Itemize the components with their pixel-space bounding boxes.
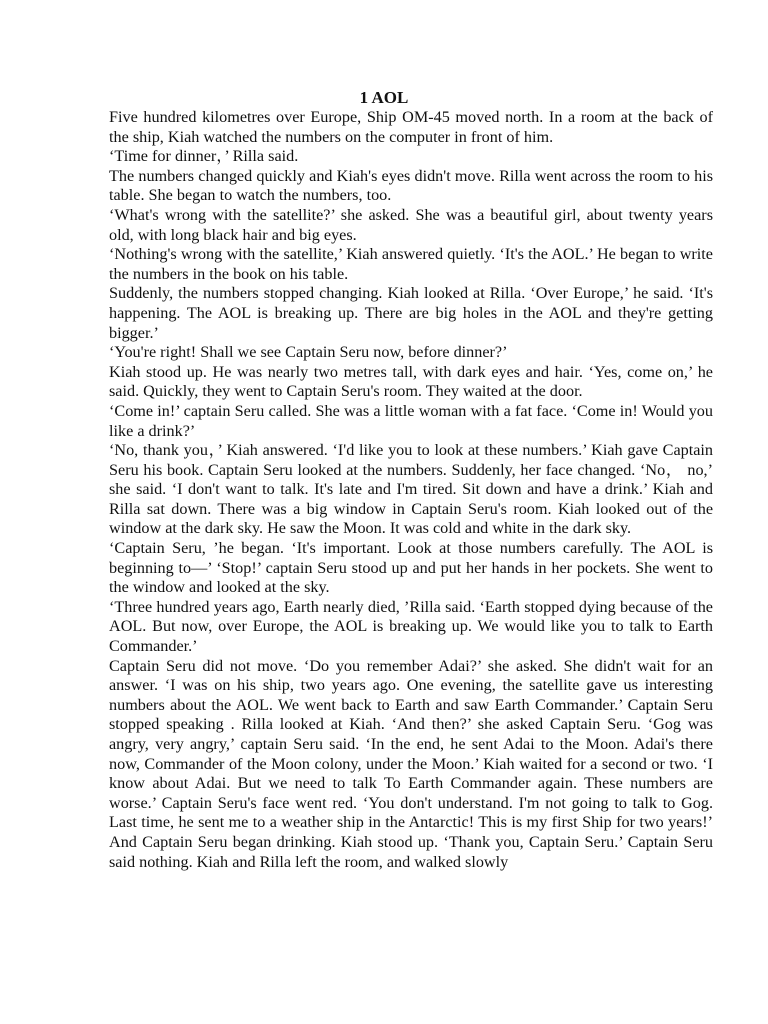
paragraph: Kiah stood up. He was nearly two metres tall, with dark eyes and hair. ‘Yes, come on,’ he said. Quickly, they went to Captain Seru's room. They waited at the door. xyxy=(109,362,713,401)
paragraph: ‘You're right! Shall we see Captain Seru now, before dinner?’ xyxy=(109,343,508,362)
paragraph: ‘Captain Seru, ’he began. ‘It's important. Look at those numbers carefully. The AOL is beginning to—’ ‘Stop!’ captain Seru stood up and put her hands in her pockets. She went to the window and looked at the sky. xyxy=(109,539,713,597)
paragraph: ‘Time for dinner，’ Rilla said. xyxy=(109,147,299,166)
paragraph: Captain Seru did not move. ‘Do you remember Adai?’ she asked. She didn't wait for an answer. ‘I was on his ship, two years ago. One evening, the satellite gave us interesting numbers about the AOL. We went back to Earth and saw Earth Commander.’ Captain Seru stopped speaking . Rilla looked at Kiah. ‘And then?’ she asked Captain Seru. ‘Gog was angry, very angry,’ captain Seru said. ‘In the end, he sent Adai to the Moon. Adai's there now, Commander of the Moon colony, under the Moon.’ Kiah waited for a second or two. ‘I know about Adai. But we need to talk To Earth Commander again. These numbers are worse.’ Captain Seru's face went red. ‘You don't understand. I'm not going to talk to Gog. Last time, he sent me to a weather ship in the Antarctic! This is my first Ship for two years!’ And Captain Seru began drinking. Kiah stood up. ‘Thank you, Captain Seru.’ Captain Seru said nothing. Kiah and Rilla left the room, and walked slowly xyxy=(109,656,713,871)
chapter-title: 1 AOL xyxy=(359,88,409,107)
paragraph: ‘Come in!’ captain Seru called. She was a little woman with a fat face. ‘Come in! Would you like a drink?’ xyxy=(109,401,713,440)
paragraph: The numbers changed quickly and Kiah's eyes didn't move. Rilla went across the room to his table. She began to watch the numbers, too. xyxy=(109,166,713,205)
paragraph: ‘No, thank you，’ Kiah answered. ‘I'd like you to look at these numbers.’ Kiah gave Captain Seru his book. Captain Seru looked at the numbers. Suddenly, her face changed. ‘No， no,’ she said. ‘I don't want to talk. It's late and I'm tired. Sit down and have a drink.’ Kiah and Rilla sat down. There was a big window in Captain Seru's room. Kiah looked out of the window at the dark sky. He saw the Moon. It was cold and white in the dark sky. xyxy=(109,441,713,538)
paragraph: Suddenly, the numbers stopped changing. Kiah looked at Rilla. ‘Over Europe,’ he said. ‘It's happening. The AOL is breaking up. There are big holes in the AOL and they're getting bigger.’ xyxy=(109,284,713,342)
body-text xyxy=(109,108,713,872)
paragraph: Five hundred kilometres over Europe, Ship OM-45 moved north. In a room at the back of the ship, Kiah watched the numbers on the computer in front of him. xyxy=(109,108,713,146)
paragraph: ‘What's wrong with the satellite?’ she asked. She was a beautiful girl, about twenty years old, with long black hair and big eyes. xyxy=(109,205,713,244)
paragraph: ‘Nothing's wrong with the satellite,’ Kiah answered quietly. ‘It's the AOL.’ He began to write the numbers in the book on his table. xyxy=(109,245,713,283)
paragraph: ‘Three hundred years ago, Earth nearly died, ’Rilla said. ‘Earth stopped dying because of the AOL. But now, over Europe, the AOL is breaking up. We would like you to talk to Earth Commander.’ xyxy=(109,597,713,656)
